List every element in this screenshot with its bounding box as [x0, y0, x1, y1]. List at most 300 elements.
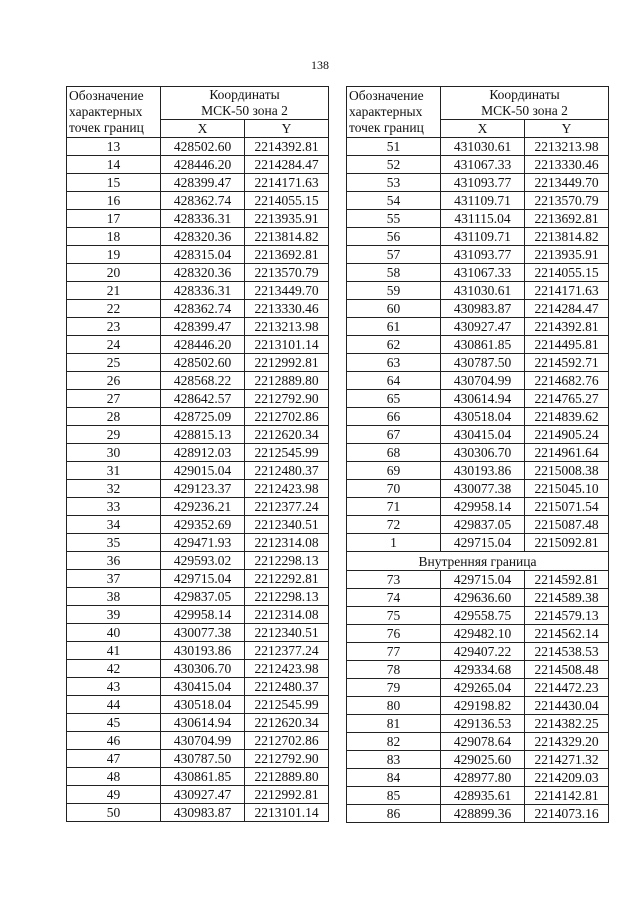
x-coordinate-cell: 428977.80: [441, 769, 525, 787]
point-id-cell: 68: [347, 444, 441, 462]
x-coordinate-cell: 429958.14: [441, 498, 525, 516]
y-coordinate-cell: 2214209.03: [525, 769, 609, 787]
table-row: [67, 282, 329, 300]
table-row: [347, 210, 609, 228]
table-row: [347, 408, 609, 426]
table-row: [347, 679, 609, 697]
inner-boundary-label: Внутренняя граница: [347, 552, 609, 571]
x-coordinate-cell: 430077.38: [441, 480, 525, 498]
point-id-cell: 69: [347, 462, 441, 480]
point-label-line: Обозначение: [69, 88, 144, 103]
x-coordinate-cell: 429715.04: [441, 571, 525, 589]
point-id-cell: 46: [67, 732, 161, 750]
table-row: [67, 624, 329, 642]
y-coordinate-cell: 2214171.63: [245, 174, 329, 192]
x-coordinate-cell: 430861.85: [441, 336, 525, 354]
y-coordinate-cell: 2212792.90: [245, 390, 329, 408]
table-row: [347, 300, 609, 318]
y-coordinate-cell: 2214382.25: [525, 715, 609, 733]
y-coordinate-cell: 2213101.14: [245, 336, 329, 354]
table-row: [67, 552, 329, 570]
point-id-cell: 22: [67, 300, 161, 318]
table-row: [347, 733, 609, 751]
x-coordinate-cell: 430983.87: [441, 300, 525, 318]
x-coordinate-cell: 429593.02: [161, 552, 245, 570]
y-coordinate-cell: 2214171.63: [525, 282, 609, 300]
y-coordinate-cell: 2212340.51: [245, 516, 329, 534]
point-id-cell: 23: [67, 318, 161, 336]
table-row: [347, 589, 609, 607]
x-coordinate-cell: 430415.04: [161, 678, 245, 696]
x-coordinate-cell: 430787.50: [441, 354, 525, 372]
y-coordinate-cell: 2214271.32: [525, 751, 609, 769]
table-row: [67, 534, 329, 552]
y-coordinate-cell: 2215092.81: [525, 534, 609, 552]
point-id-cell: 59: [347, 282, 441, 300]
coordinates-title: Координаты: [209, 87, 280, 102]
y-coordinate-cell: 2214055.15: [245, 192, 329, 210]
x-coordinate-cell: 430861.85: [161, 768, 245, 786]
y-coordinate-cell: 2214592.71: [525, 354, 609, 372]
x-coordinate-cell: 431115.04: [441, 210, 525, 228]
point-id-cell: 80: [347, 697, 441, 715]
table-row: [67, 462, 329, 480]
table-row: [67, 336, 329, 354]
y-coordinate-cell: 2212992.81: [245, 354, 329, 372]
point-id-cell: 27: [67, 390, 161, 408]
point-id-cell: 24: [67, 336, 161, 354]
x-coordinate-cell: 429198.82: [441, 697, 525, 715]
x-coordinate-cell: 428912.03: [161, 444, 245, 462]
y-coordinate-cell: 2212480.37: [245, 678, 329, 696]
x-coordinate-cell: 428320.36: [161, 264, 245, 282]
point-id-cell: 54: [347, 192, 441, 210]
point-id-cell: 36: [67, 552, 161, 570]
point-id-cell: 20: [67, 264, 161, 282]
table-row: [347, 354, 609, 372]
x-coordinate-cell: 431093.77: [441, 174, 525, 192]
x-coordinate-cell: 430614.94: [161, 714, 245, 732]
table-row: [67, 660, 329, 678]
table-row: [67, 300, 329, 318]
point-id-cell: 30: [67, 444, 161, 462]
y-coordinate-cell: 2212377.24: [245, 498, 329, 516]
y-coordinate-cell: 2213330.46: [525, 156, 609, 174]
point-id-cell: 39: [67, 606, 161, 624]
table-row: [347, 534, 609, 552]
y-coordinate-cell: 2212620.34: [245, 714, 329, 732]
y-coordinate-cell: 2214495.81: [525, 336, 609, 354]
point-id-cell: 79: [347, 679, 441, 697]
table-row: [347, 174, 609, 192]
y-coordinate-cell: 2212340.51: [245, 624, 329, 642]
point-id-cell: 16: [67, 192, 161, 210]
table-row: [347, 264, 609, 282]
x-coordinate-cell: 429352.69: [161, 516, 245, 534]
y-coordinate-cell: 2215045.10: [525, 480, 609, 498]
point-label-line: характерных: [349, 104, 423, 119]
point-id-cell: 17: [67, 210, 161, 228]
x-coordinate-cell: 428362.74: [161, 192, 245, 210]
point-id-cell: 43: [67, 678, 161, 696]
x-coordinate-cell: 429236.21: [161, 498, 245, 516]
point-label-line: точек границ: [69, 120, 144, 135]
y-coordinate-cell: 2214839.62: [525, 408, 609, 426]
x-coordinate-cell: 429136.53: [441, 715, 525, 733]
x-coordinate-cell: 428815.13: [161, 426, 245, 444]
x-coordinate-cell: 428446.20: [161, 156, 245, 174]
point-id-cell: 60: [347, 300, 441, 318]
point-id-cell: 63: [347, 354, 441, 372]
point-id-cell: 35: [67, 534, 161, 552]
y-coordinate-cell: 2213449.70: [245, 282, 329, 300]
y-coordinate-cell: 2214284.47: [525, 300, 609, 318]
point-id-cell: 38: [67, 588, 161, 606]
point-id-cell: 71: [347, 498, 441, 516]
table-row: [67, 516, 329, 534]
point-id-cell: 74: [347, 589, 441, 607]
y-coordinate-cell: 2213570.79: [525, 192, 609, 210]
x-coordinate-cell: 429715.04: [441, 534, 525, 552]
x-coordinate-cell: 430193.86: [161, 642, 245, 660]
y-coordinate-cell: 2214905.24: [525, 426, 609, 444]
x-coordinate-cell: 428935.61: [441, 787, 525, 805]
y-coordinate-cell: 2212480.37: [245, 462, 329, 480]
x-coordinate-cell: 430415.04: [441, 426, 525, 444]
y-coordinate-cell: 2212792.90: [245, 750, 329, 768]
table-row: [347, 318, 609, 336]
table-row: [347, 336, 609, 354]
x-coordinate-cell: 428446.20: [161, 336, 245, 354]
table-row: [67, 786, 329, 804]
x-coordinate-cell: 429078.64: [441, 733, 525, 751]
table-row: [67, 714, 329, 732]
point-id-cell: 34: [67, 516, 161, 534]
point-id-cell: 41: [67, 642, 161, 660]
y-coordinate-cell: 2214961.64: [525, 444, 609, 462]
table-row: [347, 372, 609, 390]
table-row: [347, 661, 609, 679]
x-coordinate-cell: 429958.14: [161, 606, 245, 624]
point-id-cell: 56: [347, 228, 441, 246]
table-row: [347, 462, 609, 480]
x-coordinate-cell: 430518.04: [161, 696, 245, 714]
point-label-header: [67, 87, 161, 138]
y-coordinate-cell: 2212314.08: [245, 606, 329, 624]
point-id-cell: 66: [347, 408, 441, 426]
x-coordinate-cell: 430518.04: [441, 408, 525, 426]
table-row: [347, 643, 609, 661]
x-coordinate-cell: 428320.36: [161, 228, 245, 246]
y-coordinate-cell: 2214538.53: [525, 643, 609, 661]
y-coordinate-cell: 2214472.23: [525, 679, 609, 697]
point-id-cell: 25: [67, 354, 161, 372]
point-id-cell: 81: [347, 715, 441, 733]
table-row: [67, 246, 329, 264]
table-row: [67, 768, 329, 786]
table-row: [67, 570, 329, 588]
y-coordinate-cell: 2212702.86: [245, 732, 329, 750]
left-table-body: [67, 138, 329, 822]
table-row: [347, 480, 609, 498]
table-row: [347, 805, 609, 823]
point-id-cell: 64: [347, 372, 441, 390]
point-id-cell: 15: [67, 174, 161, 192]
point-id-cell: 86: [347, 805, 441, 823]
table-row: [347, 444, 609, 462]
table-row: [347, 192, 609, 210]
y-coordinate-cell: 2213935.91: [525, 246, 609, 264]
y-coordinate-cell: 2213692.81: [525, 210, 609, 228]
point-label-line: Обозначение: [349, 88, 424, 103]
x-coordinate-cell: 431067.33: [441, 264, 525, 282]
y-coordinate-cell: 2214589.38: [525, 589, 609, 607]
y-coordinate-cell: 2212292.81: [245, 570, 329, 588]
y-coordinate-cell: 2214430.04: [525, 697, 609, 715]
point-id-cell: 78: [347, 661, 441, 679]
table-row: [67, 264, 329, 282]
x-coordinate-cell: 430787.50: [161, 750, 245, 768]
point-id-cell: 73: [347, 571, 441, 589]
inner-boundary-section: [347, 552, 609, 571]
table-row: [347, 571, 609, 589]
y-coordinate-cell: 2212377.24: [245, 642, 329, 660]
table-row: [67, 606, 329, 624]
x-coordinate-cell: 429265.04: [441, 679, 525, 697]
x-coordinate-cell: 428362.74: [161, 300, 245, 318]
point-id-cell: 28: [67, 408, 161, 426]
table-row: [67, 390, 329, 408]
x-coordinate-cell: 429334.68: [441, 661, 525, 679]
y-coordinate-cell: 2212992.81: [245, 786, 329, 804]
table-row: [347, 697, 609, 715]
point-id-cell: 50: [67, 804, 161, 822]
x-coordinate-cell: 431030.61: [441, 138, 525, 156]
point-id-cell: 65: [347, 390, 441, 408]
x-coordinate-cell: 428502.60: [161, 138, 245, 156]
coordinates-system: МСК-50 зона 2: [201, 103, 288, 118]
x-column-header: X: [161, 120, 245, 138]
x-coordinate-cell: 430193.86: [441, 462, 525, 480]
point-id-cell: 53: [347, 174, 441, 192]
coordinates-table-right: [346, 86, 609, 823]
table-row: [67, 318, 329, 336]
table-row: [347, 390, 609, 408]
point-id-cell: 52: [347, 156, 441, 174]
x-coordinate-cell: 429471.93: [161, 534, 245, 552]
coordinates-header: [441, 87, 609, 120]
y-coordinate-cell: 2213814.82: [525, 228, 609, 246]
y-coordinate-cell: 2214682.76: [525, 372, 609, 390]
y-coordinate-cell: 2214055.15: [525, 264, 609, 282]
y-coordinate-cell: 2212298.13: [245, 588, 329, 606]
point-id-cell: 21: [67, 282, 161, 300]
y-coordinate-cell: 2212545.99: [245, 696, 329, 714]
coordinates-system: МСК-50 зона 2: [481, 103, 568, 118]
point-id-cell: 40: [67, 624, 161, 642]
table-row: [67, 354, 329, 372]
right-table-body-inner: [347, 571, 609, 823]
point-id-cell: 32: [67, 480, 161, 498]
point-id-cell: 48: [67, 768, 161, 786]
point-id-cell: 33: [67, 498, 161, 516]
x-coordinate-cell: 430614.94: [441, 390, 525, 408]
x-coordinate-cell: 431109.71: [441, 192, 525, 210]
y-coordinate-cell: 2212889.80: [245, 768, 329, 786]
x-coordinate-cell: 428642.57: [161, 390, 245, 408]
y-coordinate-cell: 2213692.81: [245, 246, 329, 264]
y-coordinate-cell: 2214592.81: [525, 571, 609, 589]
point-id-cell: 49: [67, 786, 161, 804]
y-coordinate-cell: 2214073.16: [525, 805, 609, 823]
point-id-cell: 42: [67, 660, 161, 678]
y-coordinate-cell: 2213213.98: [245, 318, 329, 336]
x-coordinate-cell: 428568.22: [161, 372, 245, 390]
x-coordinate-cell: 429715.04: [161, 570, 245, 588]
point-id-cell: 58: [347, 264, 441, 282]
table-row: [347, 498, 609, 516]
x-coordinate-cell: 429558.75: [441, 607, 525, 625]
table-row: [347, 156, 609, 174]
x-coordinate-cell: 431109.71: [441, 228, 525, 246]
table-row: [347, 426, 609, 444]
x-column-header: X: [441, 120, 525, 138]
x-coordinate-cell: 428399.47: [161, 174, 245, 192]
y-coordinate-cell: 2214142.81: [525, 787, 609, 805]
point-id-cell: 82: [347, 733, 441, 751]
y-coordinate-cell: 2212423.98: [245, 660, 329, 678]
coordinates-title: Координаты: [489, 87, 560, 102]
table-row: [67, 372, 329, 390]
point-id-cell: 76: [347, 625, 441, 643]
table-row: [67, 750, 329, 768]
point-id-cell: 72: [347, 516, 441, 534]
table-row: [347, 751, 609, 769]
y-coordinate-cell: 2212423.98: [245, 480, 329, 498]
y-coordinate-cell: 2215008.38: [525, 462, 609, 480]
point-id-cell: 67: [347, 426, 441, 444]
y-column-header: Y: [245, 120, 329, 138]
point-id-cell: 62: [347, 336, 441, 354]
x-coordinate-cell: 430927.47: [441, 318, 525, 336]
x-coordinate-cell: 429636.60: [441, 589, 525, 607]
coordinates-header: [161, 87, 329, 120]
x-coordinate-cell: 428725.09: [161, 408, 245, 426]
page-number: 138: [311, 58, 329, 72]
table-row: [67, 138, 329, 156]
x-coordinate-cell: 429015.04: [161, 462, 245, 480]
y-coordinate-cell: 2214579.13: [525, 607, 609, 625]
table-row: [347, 607, 609, 625]
table-row: [347, 769, 609, 787]
table-row: [67, 588, 329, 606]
y-coordinate-cell: 2212314.08: [245, 534, 329, 552]
y-coordinate-cell: 2215071.54: [525, 498, 609, 516]
y-coordinate-cell: 2214284.47: [245, 156, 329, 174]
y-column-header: Y: [525, 120, 609, 138]
point-id-cell: 29: [67, 426, 161, 444]
table-row: [347, 228, 609, 246]
table-row: [347, 282, 609, 300]
y-coordinate-cell: 2214392.81: [525, 318, 609, 336]
point-id-cell: 26: [67, 372, 161, 390]
x-coordinate-cell: 428336.31: [161, 210, 245, 228]
table-row: [67, 192, 329, 210]
point-id-cell: 83: [347, 751, 441, 769]
table-row: [67, 804, 329, 822]
point-label-line: характерных: [69, 104, 143, 119]
y-coordinate-cell: 2214765.27: [525, 390, 609, 408]
point-id-cell: 31: [67, 462, 161, 480]
y-coordinate-cell: 2213935.91: [245, 210, 329, 228]
point-id-cell: 18: [67, 228, 161, 246]
y-coordinate-cell: 2213570.79: [245, 264, 329, 282]
y-coordinate-cell: 2212702.86: [245, 408, 329, 426]
x-coordinate-cell: 431067.33: [441, 156, 525, 174]
x-coordinate-cell: 429407.22: [441, 643, 525, 661]
point-label-header: [347, 87, 441, 138]
table-row: [67, 642, 329, 660]
x-coordinate-cell: 428899.36: [441, 805, 525, 823]
y-coordinate-cell: 2215087.48: [525, 516, 609, 534]
table-row: [67, 408, 329, 426]
y-coordinate-cell: 2214562.14: [525, 625, 609, 643]
table-row: [67, 174, 329, 192]
point-id-cell: 77: [347, 643, 441, 661]
y-coordinate-cell: 2213101.14: [245, 804, 329, 822]
x-coordinate-cell: 431093.77: [441, 246, 525, 264]
coordinates-table-left: [66, 86, 329, 822]
table-row: [347, 516, 609, 534]
point-id-cell: 1: [347, 534, 441, 552]
point-id-cell: 44: [67, 696, 161, 714]
table-row: [347, 246, 609, 264]
x-coordinate-cell: 430306.70: [441, 444, 525, 462]
table-row: [67, 426, 329, 444]
table-row: [67, 696, 329, 714]
y-coordinate-cell: 2214508.48: [525, 661, 609, 679]
point-id-cell: 14: [67, 156, 161, 174]
point-label-line: точек границ: [349, 120, 424, 135]
point-id-cell: 55: [347, 210, 441, 228]
table-row: [67, 444, 329, 462]
y-coordinate-cell: 2214329.20: [525, 733, 609, 751]
table-row: [347, 625, 609, 643]
table-row: [67, 732, 329, 750]
table-row: [347, 787, 609, 805]
point-id-cell: 51: [347, 138, 441, 156]
point-id-cell: 19: [67, 246, 161, 264]
x-coordinate-cell: 429837.05: [161, 588, 245, 606]
x-coordinate-cell: 430077.38: [161, 624, 245, 642]
point-id-cell: 84: [347, 769, 441, 787]
y-coordinate-cell: 2212545.99: [245, 444, 329, 462]
x-coordinate-cell: 428336.31: [161, 282, 245, 300]
y-coordinate-cell: 2213449.70: [525, 174, 609, 192]
x-coordinate-cell: 429482.10: [441, 625, 525, 643]
point-id-cell: 47: [67, 750, 161, 768]
point-id-cell: 70: [347, 480, 441, 498]
x-coordinate-cell: 430704.99: [161, 732, 245, 750]
x-coordinate-cell: 429837.05: [441, 516, 525, 534]
x-coordinate-cell: 429025.60: [441, 751, 525, 769]
x-coordinate-cell: 430983.87: [161, 804, 245, 822]
x-coordinate-cell: 428315.04: [161, 246, 245, 264]
x-coordinate-cell: 430704.99: [441, 372, 525, 390]
y-coordinate-cell: 2212620.34: [245, 426, 329, 444]
table-row: [67, 210, 329, 228]
right-table-body-outer: [347, 138, 609, 552]
